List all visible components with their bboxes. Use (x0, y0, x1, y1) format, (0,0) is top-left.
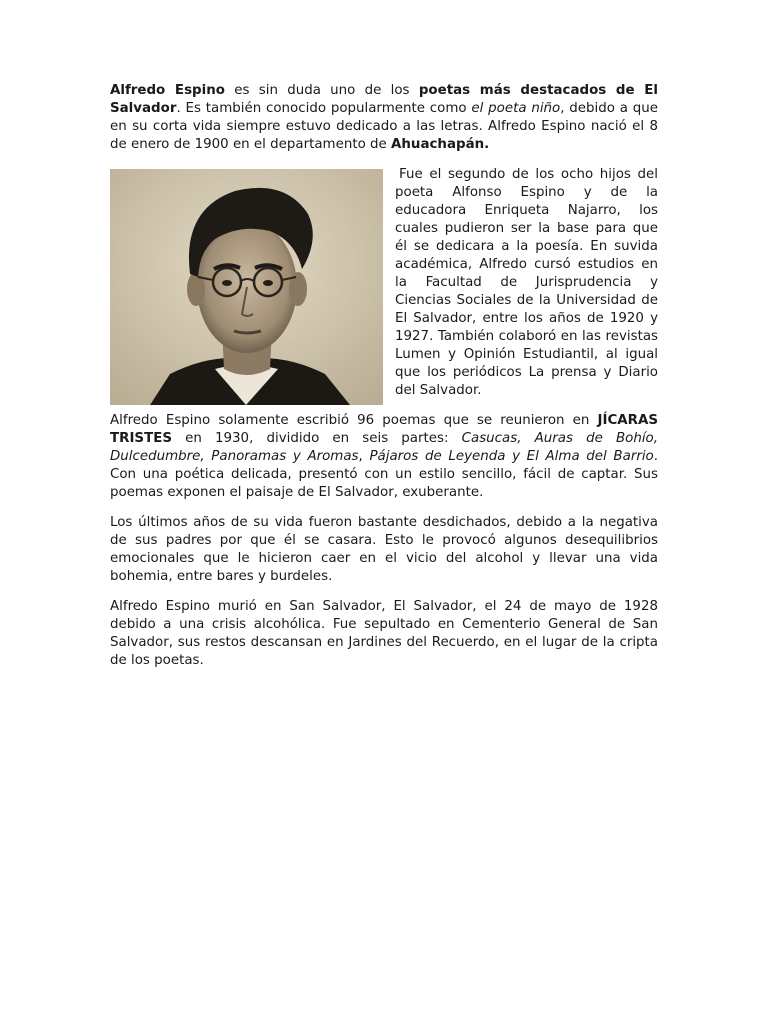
book-parts-1: Casucas, Auras de Bohío, Dulcedumbre, Panoramas y Aromas (110, 431, 658, 464)
intro-paragraph: Alfredo Espino es sin duda uno de los poetas más destacados de El Salvador. Es también conocido popularmente como el poeta niño, debido a que en su corta vida siempre estuvo dedicado a las letras. Alfredo Espino nació el 8 de enero de 1900 en el departamento de Ahuachapán. (110, 83, 659, 152)
death-paragraph: Alfredo Espino murió en San Salvador, El Salvador, el 24 de mayo de 1928 debido a una crisis alcohólica. Fue sepultado en Cementerio General de San Salvador, sus restos descansan en Jardines del Recuerdo, en el lugar de la cripta de los poetas. (110, 599, 658, 668)
poet-highlight: poetas más destacados de El Salvador (110, 83, 659, 116)
biography-text: Fue el segundo de los ocho hijos del poeta Alfonso Espino y de la educadora Enriqueta Najarro, los cuales pudieron ser la base para que él se dedicara a la poesía. En suvida académica, Alfredo cursó estudios en la Facultad de Jurisprudencia y Ciencias Sociales de la Universidad de El Salvador, entre los años de 1920 y 1927. También colaboró en las revistas Lumen y Opinión Estudiantil, al igual que los periódicos La prensa y Diario del Salvador. (395, 167, 658, 398)
biography-paragraph (110, 166, 658, 400)
birth-place: Ahuachapán. (391, 137, 490, 152)
poet-nickname: el poeta niño (471, 101, 561, 116)
works-paragraph: Alfredo Espino solamente escribió 96 poemas que se reunieron en JÍCARAS TRISTES en 1930, dividido en seis partes: Casucas, Auras de Bohío, Dulcedumbre, Panoramas y Aromas, Pájaros de Leyenda y El Alma del Barrio. Con una poética delicada, presentó con un estilo sencillo, fácil de captar. Sus poemas exponen el paisaje de El Salvador, exuberante. (110, 413, 659, 500)
later-years-paragraph: Los últimos años de su vida fueron bastante desdichados, debido a la negativa de sus padres por que él se casara. Esto le provocó algunos desequilibrios emocionales que le hicieron caer en el vicio del alcohol y llevar una vida bohemia, entre bares y burdeles. (110, 515, 658, 584)
document-body (110, 82, 658, 682)
book-title: JÍCARAS TRISTES (110, 413, 658, 446)
book-parts-2: Pájaros de Leyenda y El Alma del Barrio (369, 449, 654, 464)
poet-name: Alfredo Espino (110, 83, 225, 98)
portrait-photo (110, 169, 383, 405)
